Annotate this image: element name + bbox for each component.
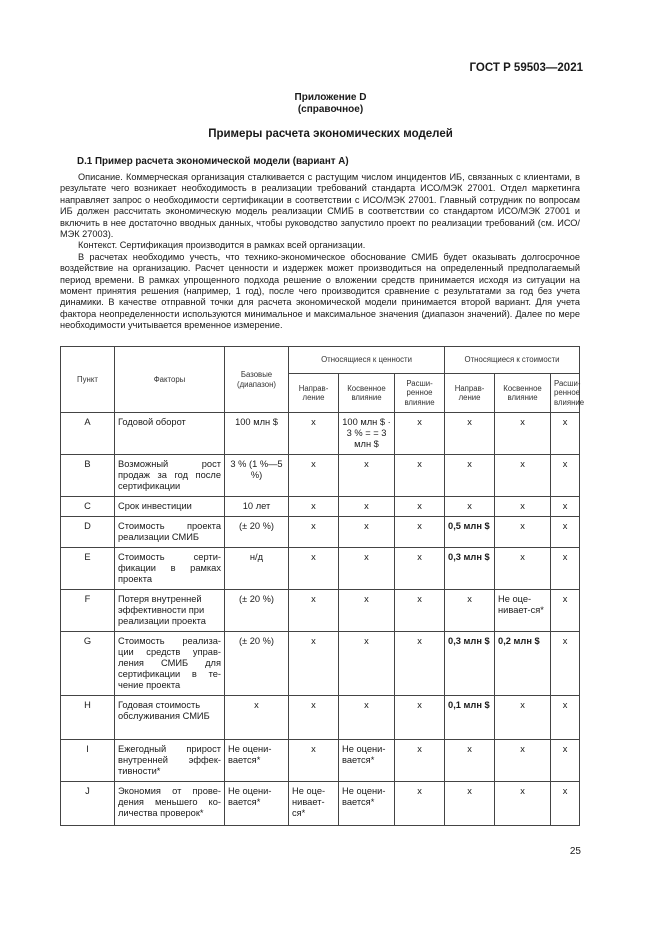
cell-cost-extended: x	[551, 455, 580, 497]
header-factors: Факторы	[115, 347, 225, 413]
cell-point: D	[61, 517, 115, 548]
cell-factor: Срок инвестиции	[115, 497, 225, 517]
cell-value-extended: x	[395, 413, 445, 455]
header-value-group: Относящиеся к ценности	[289, 347, 445, 374]
cell-base: 3 % (1 %—5 %)	[225, 455, 289, 497]
cell-factor: Ежегодный прирост внутренней эффек-тивности*	[115, 740, 225, 782]
cell-base: (± 20 %)	[225, 517, 289, 548]
cell-base: (± 20 %)	[225, 590, 289, 632]
cell-cost-indirect: x	[495, 413, 551, 455]
header-cost-group: Относящиеся к стоимости	[445, 347, 580, 374]
cell-factor: Возможный рост продаж за год после сертификации	[115, 455, 225, 497]
table-row	[61, 413, 580, 455]
table-row	[61, 497, 580, 517]
header-value-extended: Расши-ренное влияние	[395, 374, 445, 413]
cell-cost-indirect: 0,2 млн $	[495, 632, 551, 696]
cell-factor: Стоимость серти-фикации в рамках проекта	[115, 548, 225, 590]
cell-value-indirect: Не оцени-вается*	[339, 740, 395, 782]
paragraph: Контекст. Сертификация производится в рамках всей организации.	[78, 240, 366, 251]
paragraph: В расчетах необходимо учесть, что технико-экономическое обоснование СМИБ будет оказывать долгосрочное воздействие на организацию. Расчет ценности и издержек может производиться на определенный предполагаемый период времени. В рамках упрощенного подхода решение о вложении средств принимается исходя из ситуации на момент принятия решения (например, 1 год), после чего производится сравнение с результатами за год без учета динамики. В качестве отправной точки для расчета экономической модели принимается второй вариант. Для учета фактора неопределенности используются минимальное и максимальное значения (диапазон значений). Далее по мере необходимости учитывается временное измерение.	[60, 251, 580, 331]
cell-base: Не оцени-вается*	[225, 782, 289, 826]
header-cost-extended: Расши-ренное влияние	[551, 374, 580, 413]
table-row	[61, 696, 580, 740]
cell-value-extended: x	[395, 632, 445, 696]
cell-value-indirect: x	[339, 455, 395, 497]
body-text	[60, 172, 580, 332]
cell-value-direct: x	[289, 632, 339, 696]
cell-point: H	[61, 696, 115, 740]
cell-cost-extended: x	[551, 548, 580, 590]
table-row	[61, 517, 580, 548]
cell-cost-extended: x	[551, 517, 580, 548]
header-value-indirect: Косвенное влияние	[339, 374, 395, 413]
table-row	[61, 455, 580, 497]
cell-value-extended: x	[395, 590, 445, 632]
cell-value-direct: x	[289, 413, 339, 455]
standard-number: ГОСТ Р 59503—2021	[469, 62, 583, 74]
cell-cost-indirect: x	[495, 517, 551, 548]
cell-base: 100 млн $	[225, 413, 289, 455]
cell-point: E	[61, 548, 115, 590]
cell-base: Не оцени-вается*	[225, 740, 289, 782]
cell-factor: Потеря внутренней эффективности при реализации проекта	[115, 590, 225, 632]
cell-base: н/д	[225, 548, 289, 590]
page-title: Примеры расчета экономических моделей	[208, 128, 453, 140]
cell-factor: Годовой оборот	[115, 413, 225, 455]
cell-cost-direct: x	[445, 782, 495, 826]
cell-factor: Годовая стоимость обслуживания СМИБ	[115, 696, 225, 740]
cell-base: x	[225, 696, 289, 740]
cell-value-indirect: x	[339, 632, 395, 696]
cell-value-direct: x	[289, 517, 339, 548]
annex-label: Приложение D	[294, 92, 367, 103]
table-row	[61, 740, 580, 782]
cell-cost-indirect: x	[495, 740, 551, 782]
cell-value-extended: x	[395, 497, 445, 517]
cell-value-direct: x	[289, 548, 339, 590]
cell-value-extended: x	[395, 782, 445, 826]
cell-base: 10 лет	[225, 497, 289, 517]
cell-factor: Экономия от прове-дения меньшего ко-личества проверок*	[115, 782, 225, 826]
cell-cost-direct: 0,5 млн $	[445, 517, 495, 548]
cell-value-indirect: x	[339, 517, 395, 548]
header-point: Пункт	[61, 347, 115, 413]
cell-point: J	[61, 782, 115, 826]
cell-value-direct: x	[289, 740, 339, 782]
cell-cost-extended: x	[551, 632, 580, 696]
annex-heading	[0, 92, 661, 116]
cell-cost-direct: 0,3 млн $	[445, 548, 495, 590]
cell-value-direct: x	[289, 455, 339, 497]
cell-value-direct: Не оце-нивает-ся*	[289, 782, 339, 826]
cell-cost-extended: x	[551, 696, 580, 740]
cell-cost-indirect: x	[495, 696, 551, 740]
cell-value-extended: x	[395, 548, 445, 590]
cell-value-extended: x	[395, 696, 445, 740]
cell-cost-extended: x	[551, 413, 580, 455]
cell-cost-direct: x	[445, 413, 495, 455]
cell-value-extended: x	[395, 517, 445, 548]
header-value-direct: Направ-ление	[289, 374, 339, 413]
cell-value-indirect: x	[339, 497, 395, 517]
cell-value-indirect: 100 млн $ · 3 % = = 3 млн $	[339, 413, 395, 455]
cell-cost-direct: x	[445, 455, 495, 497]
cell-factor: Стоимость реализа-ции средств управ-ления СМИБ для сертификации в те-чение проекта	[115, 632, 225, 696]
cell-cost-direct: 0,3 млн $	[445, 632, 495, 696]
cell-value-indirect: Не оцени-вается*	[339, 782, 395, 826]
cell-cost-extended: x	[551, 590, 580, 632]
page-number: 25	[569, 846, 581, 857]
cell-point: B	[61, 455, 115, 497]
cell-point: A	[61, 413, 115, 455]
cell-cost-indirect: Не оце-нивает-ся*	[495, 590, 551, 632]
cell-point: G	[61, 632, 115, 696]
cell-cost-direct: x	[445, 497, 495, 517]
cell-value-indirect: x	[339, 696, 395, 740]
cell-value-indirect: x	[339, 590, 395, 632]
paragraph: Описание. Коммерческая организация сталкивается с растущим числом инцидентов ИБ, связанных с клиентами, в результате чего возникает необходимость в реализации требований стандарта ИСО/МЭК 27001. Отдел маркетинга направляет запрос о необходимости сертификации в соответствии с ИСО/МЭК 27001. Главный сотрудник по вопросам ИБ должен рассчитать экономическую модель реализации СМИБ в соответствии со стандартом ИСО/МЭК 27001 и включить в нее достаточно вводных данных, чтобы руководство запустило проект по реализации требований (см. ИСО/МЭК 27003).	[60, 172, 580, 240]
cell-value-indirect: x	[339, 548, 395, 590]
cell-cost-indirect: x	[495, 497, 551, 517]
cell-cost-extended: x	[551, 782, 580, 826]
annex-type: (справочное)	[297, 104, 364, 115]
cell-cost-extended: x	[551, 740, 580, 782]
cell-cost-indirect: x	[495, 455, 551, 497]
cell-cost-direct: 0,1 млн $	[445, 696, 495, 740]
header-cost-direct: Направ-ление	[445, 374, 495, 413]
table-row	[61, 782, 580, 826]
table-row	[61, 548, 580, 590]
header-cost-indirect: Косвенное влияние	[495, 374, 551, 413]
economic-model-table	[60, 346, 585, 826]
table-row	[61, 632, 580, 696]
cell-factor: Стоимость проекта реализации СМИБ	[115, 517, 225, 548]
cell-cost-indirect: x	[495, 548, 551, 590]
cell-point: C	[61, 497, 115, 517]
cell-value-extended: x	[395, 740, 445, 782]
table-row	[61, 590, 580, 632]
cell-value-direct: x	[289, 590, 339, 632]
cell-point: I	[61, 740, 115, 782]
cell-cost-direct: x	[445, 740, 495, 782]
cell-cost-indirect: x	[495, 782, 551, 826]
section-heading: D.1 Пример расчета экономической модели (вариант А)	[77, 156, 349, 167]
cell-base: (± 20 %)	[225, 632, 289, 696]
cell-cost-extended: x	[551, 497, 580, 517]
header-base: Базовые (диапазон)	[225, 347, 289, 413]
cell-cost-direct: x	[445, 590, 495, 632]
cell-value-direct: x	[289, 696, 339, 740]
cell-value-extended: x	[395, 455, 445, 497]
cell-point: F	[61, 590, 115, 632]
cell-value-direct: x	[289, 497, 339, 517]
